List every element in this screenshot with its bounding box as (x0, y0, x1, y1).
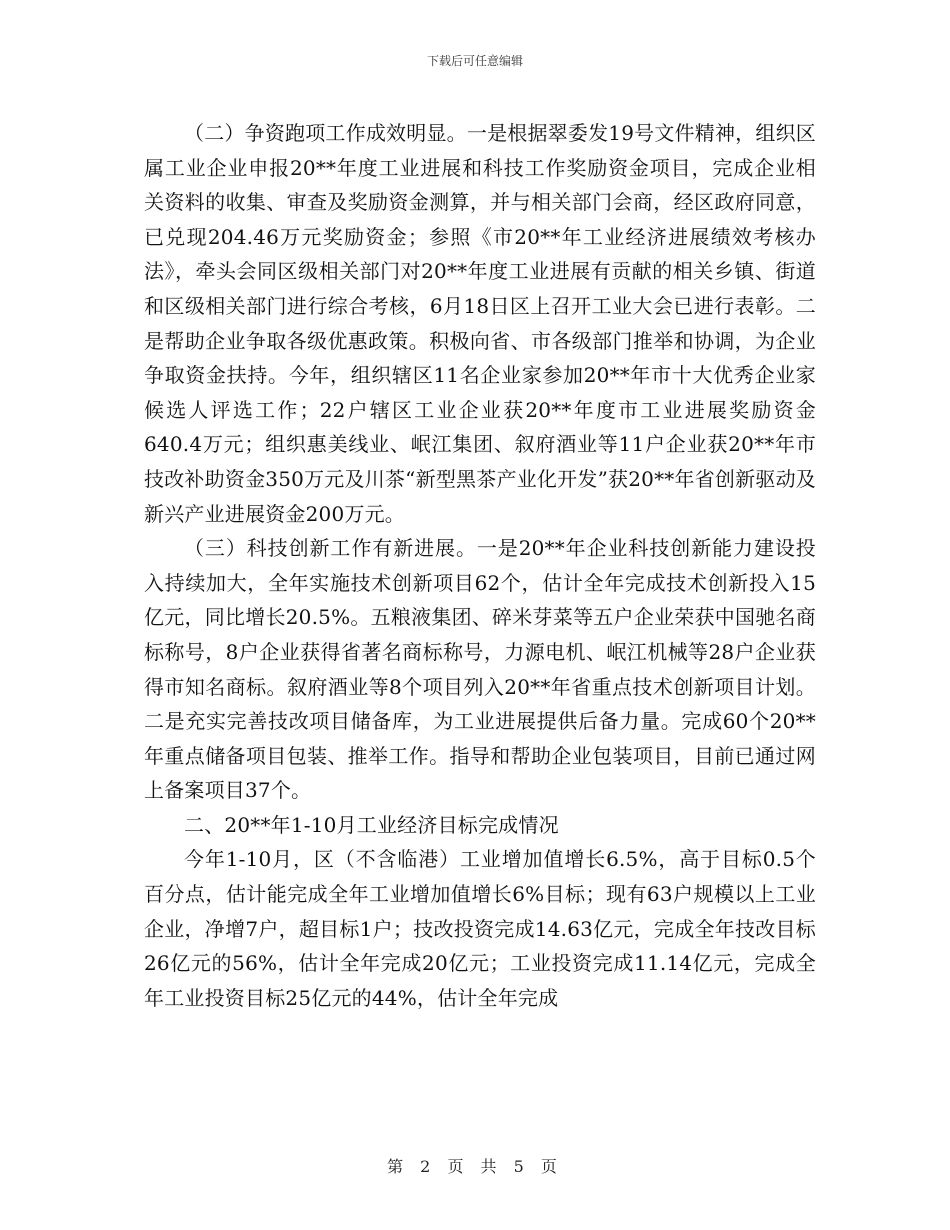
paragraph-innovation: （三）科技创新工作有新进展。一是20**年企业科技创新能力建设投入持续加大，全年实施技术创新项目62个，估计全年完成技术创新投入15亿元，同比增长20.5%。五粮液集团、碎米芽菜等五户企业荣获中国驰名商标称号，8户企业获得省著名商标称号，力源电机、岷江机械等28户企业获得市知名商标。叙府酒业等8个项目列入20**年省重点技术创新项目计划。二是充实完善技改项目储备库，为工业进展提供后备力量。完成60个20**年重点储备项目包装、推举工作。指导和帮助企业包装项目，目前已通过网上备案项目37个。 (144, 536, 816, 803)
paragraph-funding: （二）争资跑项工作成效明显。一是根据翠委发19号文件精神，组织区属工业企业申报20**年度工业进展和科技工作奖励资金项目，完成企业相关资料的收集、审查及奖励资金测算，并与相关部门会商，经区政府同意，已兑现204.46万元奖励资金；参照《市20**年工业经济进展绩效考核办法》，牵头会同区级相关部门对20**年度工业进展有贡献的相关乡镇、街道和区级相关部门进行综合考核，6月18日区上召开工业大会已进行表彰。二是帮助企业争取各级优惠政策。积极向省、市各级部门推举和协调，为企业争取资金扶持。今年，组织辖区11名企业家参加20**年市十大优秀企业家候选人评选工作；22户辖区工业企业获20**年度市工业进展奖励资金640.4万元；组织惠美线业、岷江集团、叙府酒业等11户企业获20**年市技改补助资金350万元及川茶“新型黑茶产业化开发”获20**年省创新驱动及新兴产业进展资金200万元。 (144, 121, 816, 526)
section-heading: 二、20**年1-10月工业经济目标完成情况 (184, 812, 559, 837)
page-number: 第 2 页 共 5 页 (387, 1157, 563, 1176)
page-header: 下载后可任意编辑 (426, 54, 523, 68)
document-body (144, 116, 816, 1015)
paragraph-targets: 今年1-10月，区（不含临港）工业增加值增长6.5%，高于目标0.5个百分点，估计能完成全年工业增加值增长6%目标；现有63户规模以上工业企业，净增7户，超目标1户；技改投资完成14.63亿元，完成全年技改目标26亿元的56%，估计全年完成20亿元；工业投资完成11.14亿元，完成全年工业投资目标25亿元的44%，估计全年完成 (144, 847, 816, 1010)
